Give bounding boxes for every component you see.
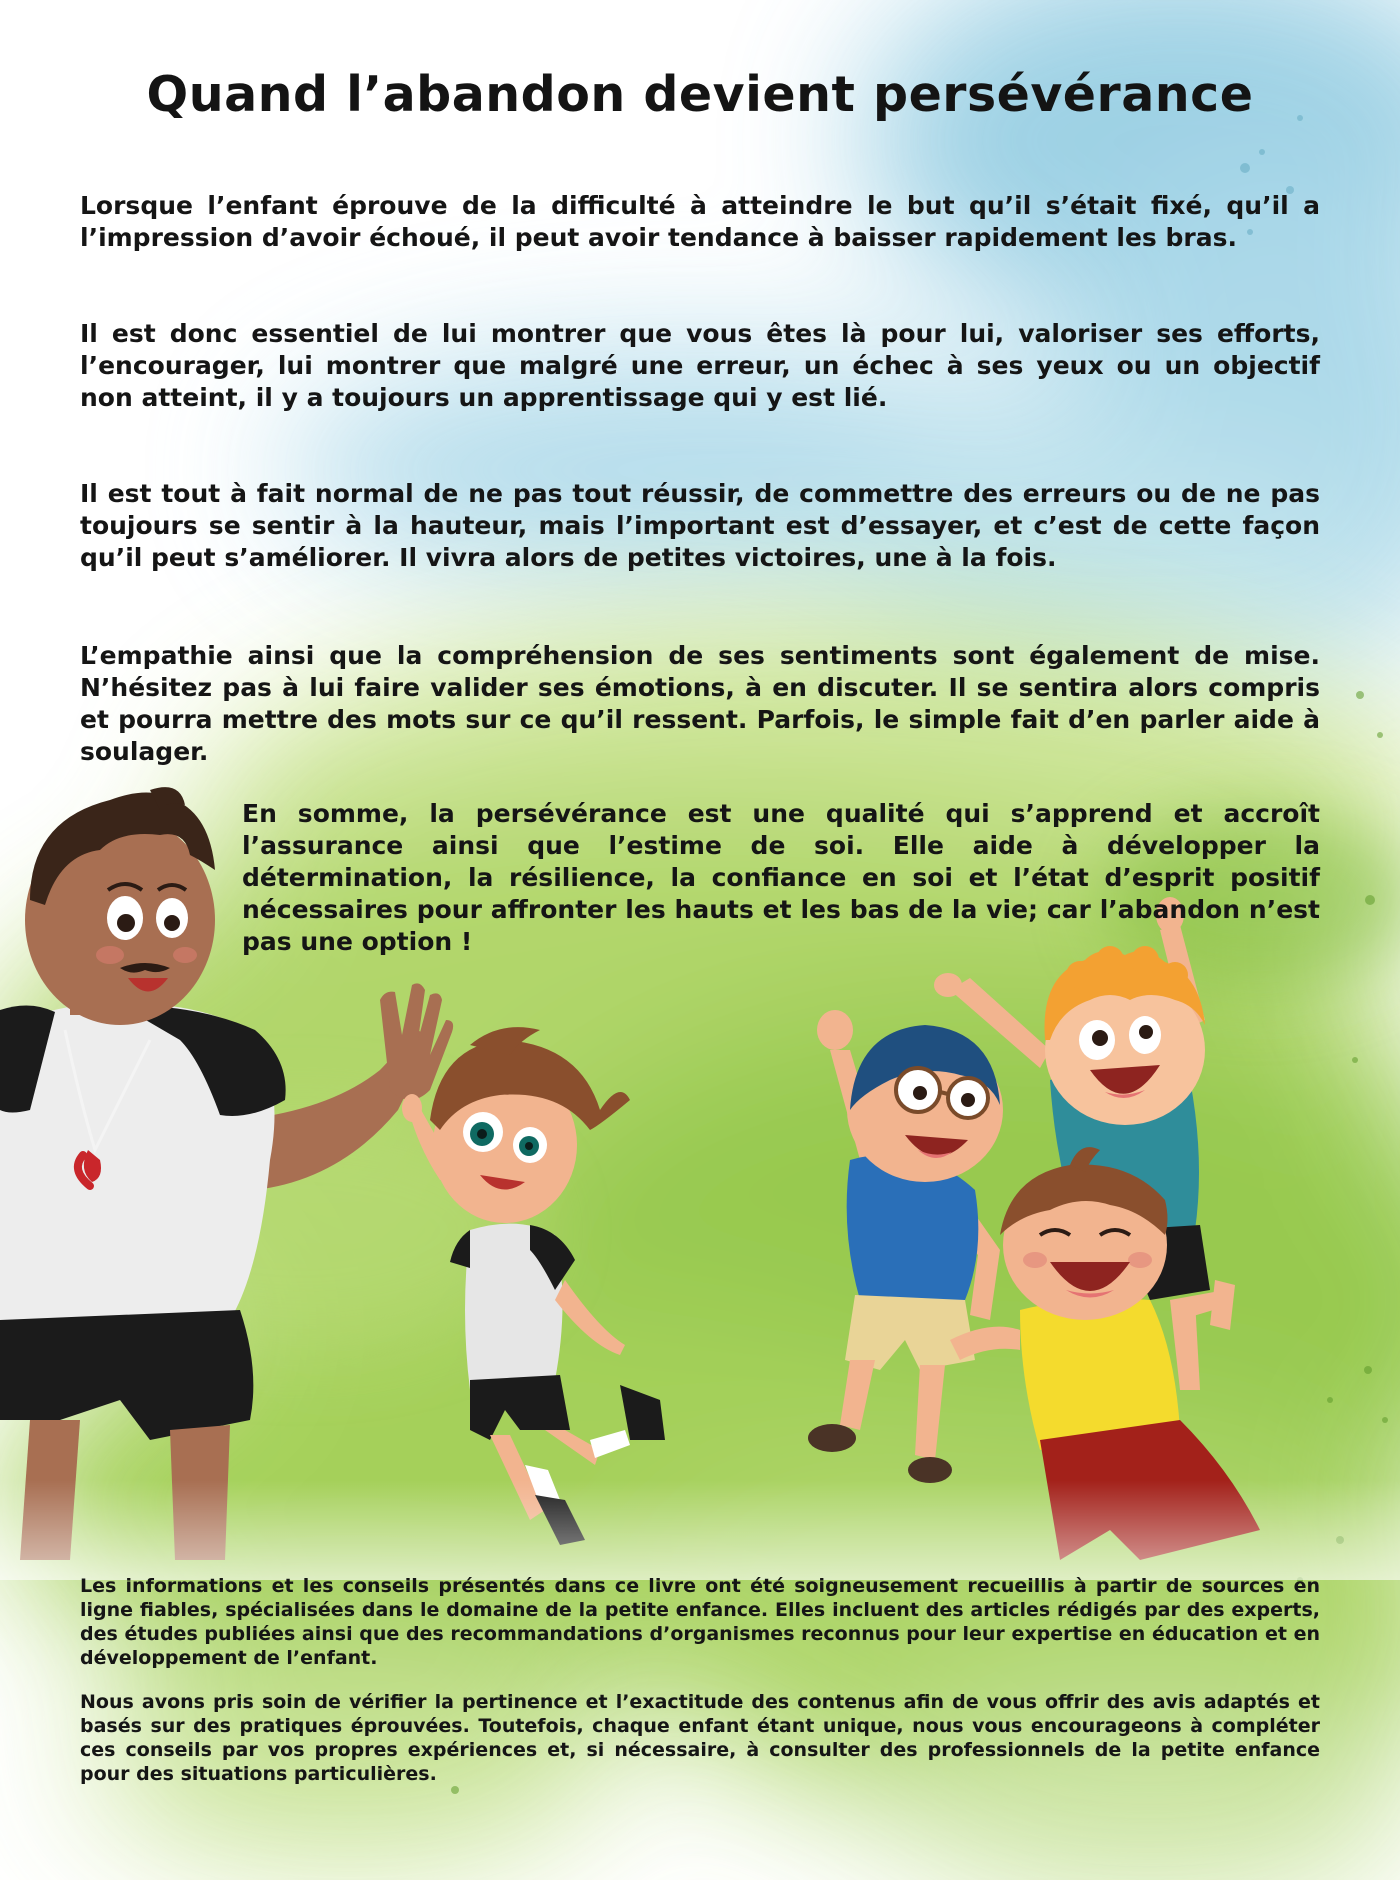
paragraph-4: L’empathie ainsi que la compréhension de ses sentiments sont également de mise. N’hésitez pas à lui faire valider ses émotions, à en discuter. Il se sentira alors compris et pourra mettre des mots sur ce qu’il ressent. Parfois, le simple fait d’en parler aide à soulager. — [80, 641, 1320, 766]
boy-glasses-figure — [808, 1010, 1003, 1483]
paragraph-2: Il est donc essentiel de lui montrer que vous êtes là pour lui, valoriser ses efforts, l’encourager, lui montrer que malgré une erreur, un échec à ses yeux ou un objectif non atteint, il y a toujours un apprentissage qui y est lié. — [80, 319, 1320, 412]
page-title: Quand l’abandon devient persévérance — [146, 66, 1254, 123]
boy-jumping-figure — [402, 1027, 665, 1545]
paragraph-1: Lorsque l’enfant éprouve de la difficulté à atteindre le but qu’il s’était fixé, qu’il a l’impression d’avoir échoué, il peut avoir tendance à baisser rapidement les bras. — [80, 191, 1320, 252]
footnote-2: Nous avons pris soin de vérifier la pertinence et l’exactitude des contenus afin de vous offrir des avis adaptés et basés sur des pratiques éprouvées. Toutefois, chaque enfant étant unique, nous vous encourageons à compléter ces conseils par vos propres expériences et, si nécessaire, à consulter des professionnels de la petite enfance pour des situations particulières. — [80, 1691, 1320, 1785]
paragraph-3: Il est tout à fait normal de ne pas tout réussir, de commettre des erreurs ou de ne pas toujours se sentir à la hauteur, mais l’important est d’essayer, et c’est de cette façon qu’il peut s’améliorer. Il vivra alors de petites victoires, une à la fois. — [80, 479, 1320, 572]
paragraph-5: En somme, la persévérance est une qualité qui s’apprend et accroît l’assurance ainsi que l’estime de soi. Elle aide à développer la détermination, la résilience, la confiance en soi et l’état d’esprit positif nécessaires pour affronter les hauts et les bas de la vie; car l’abandon n’est pas une option ! — [242, 799, 1320, 956]
footnote-1: Les informations et les conseils présentés dans ce livre ont été soigneusement recueillis à partir de sources en ligne fiables, spécialisées dans le domaine de la petite enfance. Elles incluent des articles rédigés par des experts, des études publiées ainsi que des recommandations d’organismes reconnus pour leur expertise en éducation et en développement de l’enfant. — [80, 1575, 1320, 1669]
